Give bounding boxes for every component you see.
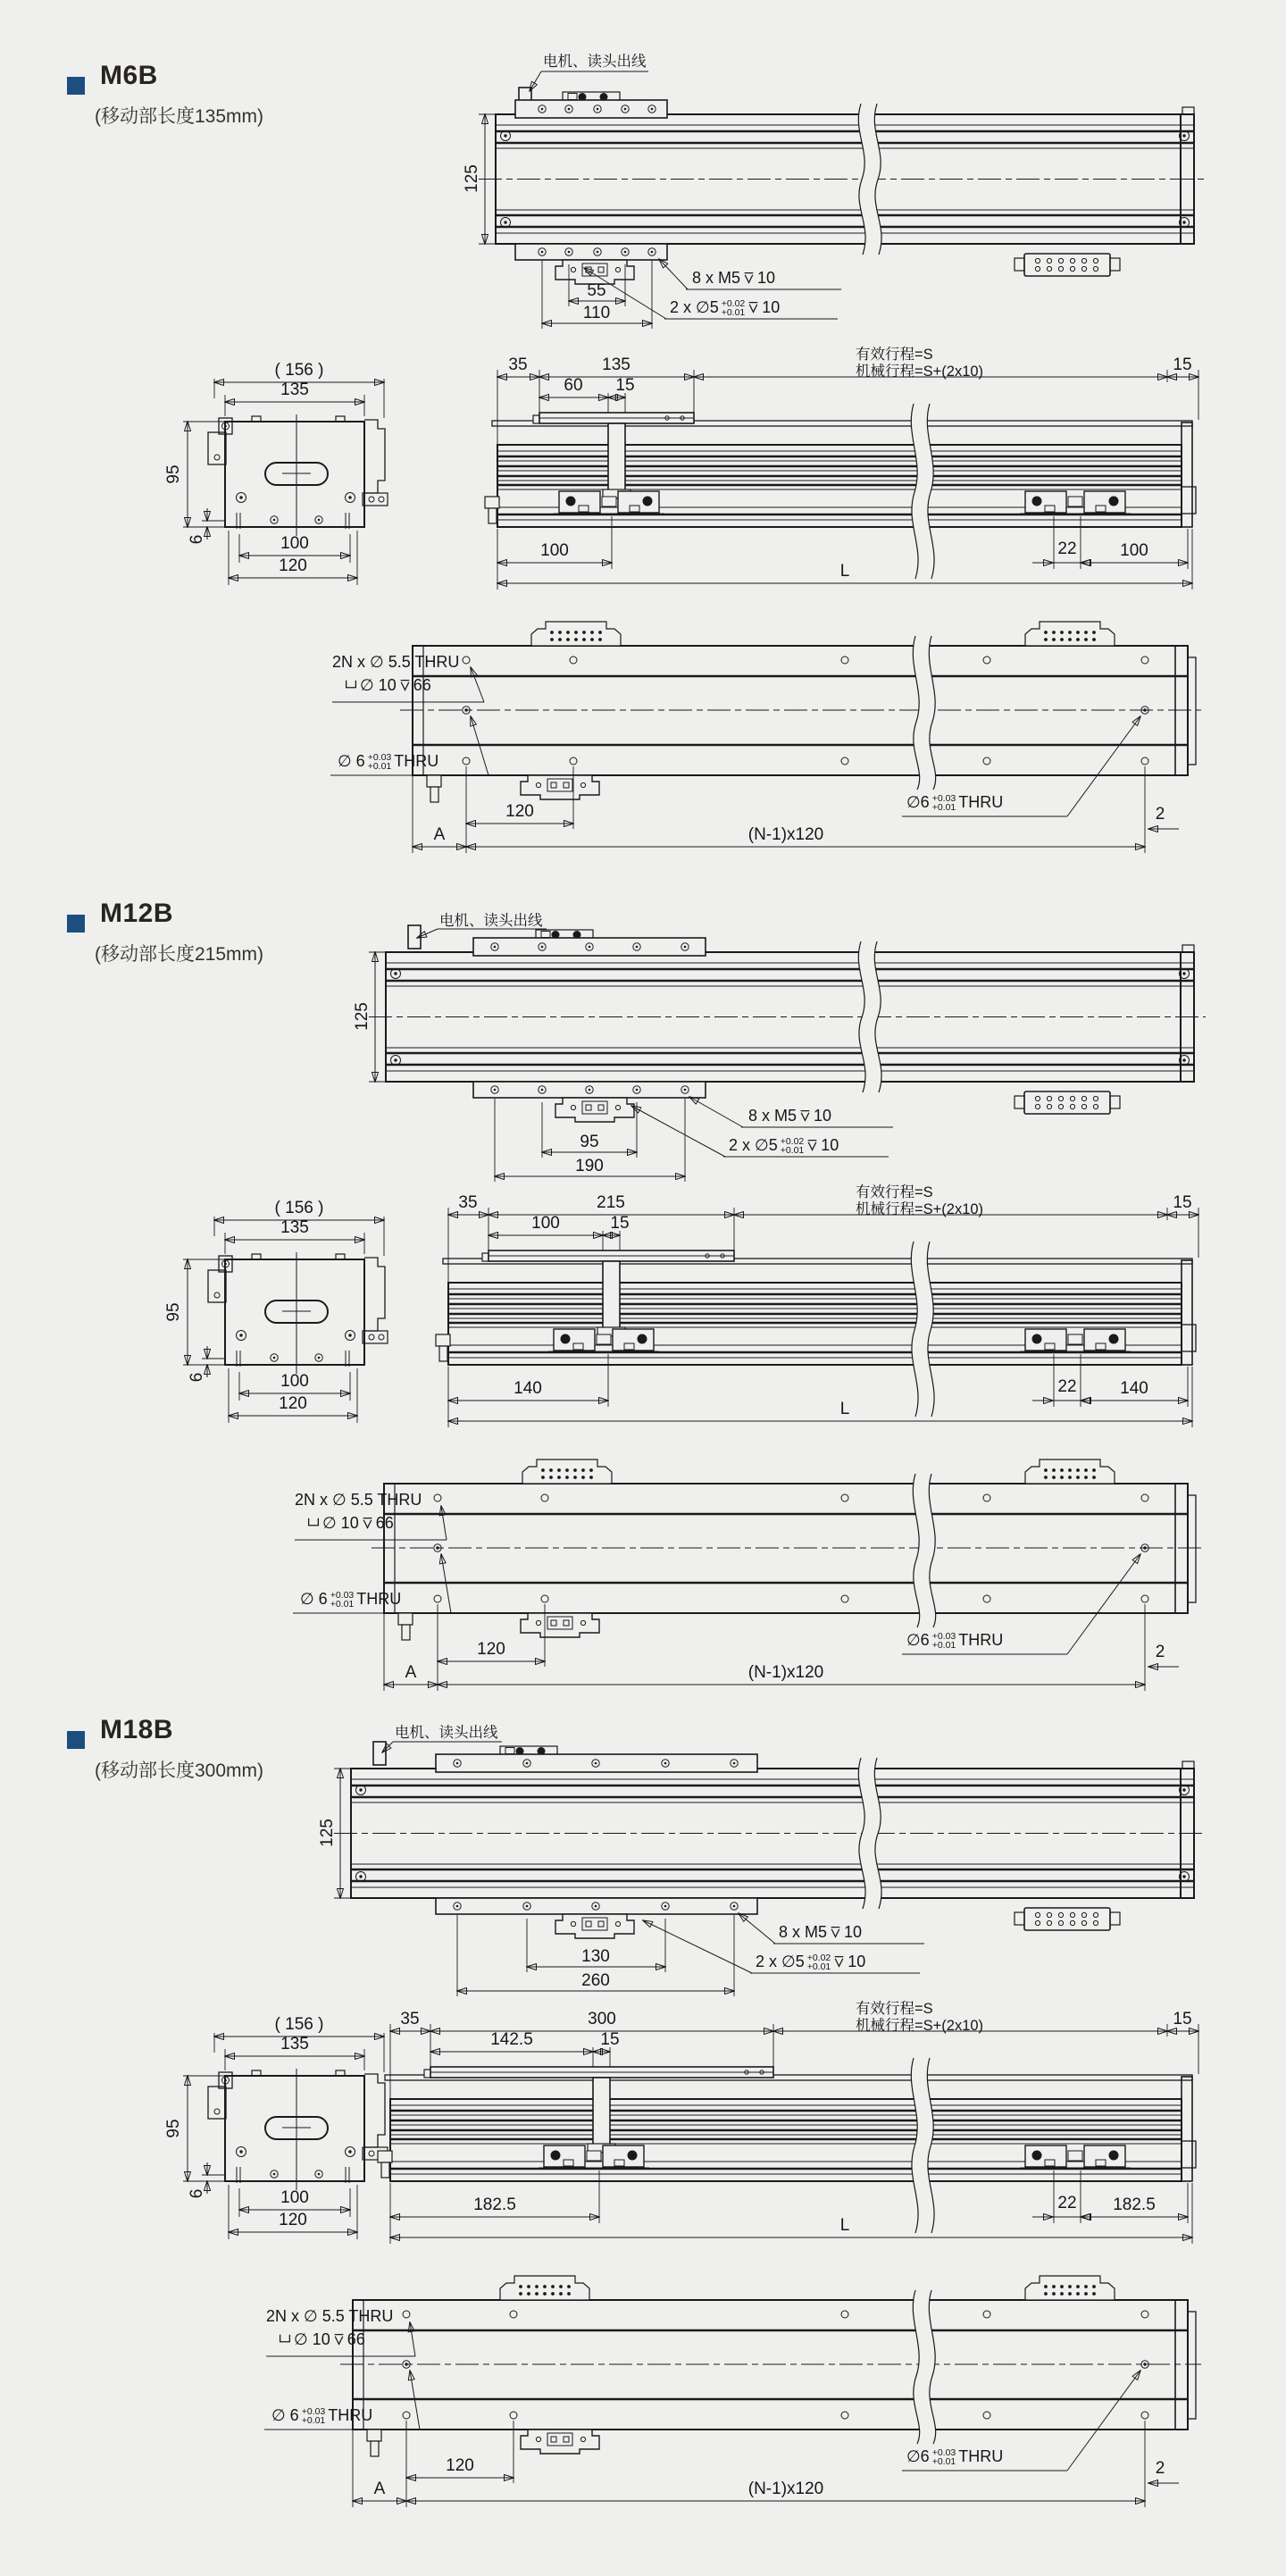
total-length-dim: L [839,562,850,581]
cross-body-dim: 135 [280,381,309,399]
depth-icon [799,1109,811,1122]
table-outer-dim: 110 [582,304,611,322]
section-bullet [67,915,85,933]
side-bottom-right-dim: 140 [1120,1379,1148,1398]
cross-base-dim: 120 [279,556,307,575]
head-width-dim: 15 [600,2030,620,2049]
drawing-m6b [0,0,1286,922]
cross-base-dim: 120 [279,1394,307,1413]
section-subtitle: (移动部长度135mm) [95,106,264,127]
cross-hole-dim: 100 [280,1372,309,1391]
rail-height-dim: 125 [463,164,481,193]
cross-height-dim: 95 [164,1302,183,1322]
counterbore-icon [279,2333,291,2344]
dowel-spec-label: ∅ 6 +0.03 +0.01 THRU [271,2406,373,2426]
section-subtitle: (移动部长度215mm) [95,944,264,965]
cbore-spec-line1: 2N x ∅ 5.5 THRU [266,2307,394,2325]
mechanical-stroke-label: 机械行程=S+(2x10) [856,364,984,380]
side-bottom-left-dim: 140 [514,1379,542,1398]
depth-icon [399,679,411,691]
end-offset-dim: 2 [1155,1643,1165,1661]
section-title: M6B [100,61,158,90]
hole-pattern-dim: (N-1)x120 [747,825,824,844]
thread-spec-text: 8 x M5 [779,1923,828,1941]
rail-height-dim: 125 [353,1002,372,1031]
thread-spec-label [779,1923,862,1942]
cross-edge-dim: 6 [188,2188,206,2199]
cable-outlet-label: 电机、读头出线 [543,54,647,70]
table-outer-dim: 260 [581,1971,610,1990]
thread-depth-text: 10 [757,269,776,287]
edge-ref-dim: A [433,825,446,844]
pin-spec-label [729,1136,839,1155]
pin-tolerance: +0.02 +0.01 [806,1953,831,1972]
cbore-spec-line1: 2N x ∅ 5.5 THRU [295,1491,422,1509]
total-length-dim: L [839,1400,850,1418]
mechanical-stroke-label: 机械行程=S+(2x10) [856,2018,984,2034]
dowel-spec-label: ∅ 6 +0.03 +0.01 THRU [338,752,439,772]
cable-outlet-label: 电机、读头出线 [395,1725,498,1741]
edge-ref-dim: A [405,1663,417,1682]
side-table-dim: 300 [588,2010,616,2028]
dowel-tolerance: +0.03 +0.01 [367,752,392,772]
bottom-view-dimensions [264,2322,1145,2507]
side-table-dim: 135 [602,355,630,374]
total-length-dim: L [839,2216,850,2235]
cross-height-dim: 95 [164,2119,183,2138]
pin-spec-text: 2 x ∅5 [729,1136,778,1154]
pin-tolerance: +0.02 +0.01 [721,298,746,318]
side-right-end-dim: 15 [1173,2010,1192,2028]
section-bullet [67,77,85,95]
edge-ref-dim: A [373,2480,386,2498]
cbore-spec-line1: 2N x ∅ 5.5 THRU [332,653,460,671]
head-width-dim: 15 [615,376,635,395]
depth-icon [743,272,755,284]
section-m18b [0,1654,1286,2576]
dowel-spec-label: ∅ 6 +0.03 +0.01 THRU [300,1590,402,1610]
pin-depth-text: 10 [762,298,781,316]
side-bottom-mid-dim: 22 [1057,539,1077,558]
bottom-view-dimensions [330,667,1145,853]
side-bottom-left-dim: 100 [540,541,569,560]
depth-icon [362,1517,373,1529]
hole-pitch-dim: 120 [505,802,534,821]
cross-base-dim: 120 [279,2211,307,2229]
dowel2-spec-label: ∅6 +0.03 +0.01 THRU [906,1631,1004,1651]
table-inner-dim: 55 [587,281,606,300]
dowel2-tolerance: +0.03 +0.01 [931,793,956,813]
section-title: M18B [100,1715,174,1744]
bottom-view [264,2276,1201,2507]
pin-spec-text: 2 x ∅5 [756,1953,805,1970]
head-offset-dim: 100 [531,1214,560,1233]
side-end-dim: 35 [400,2010,420,2028]
section-m6b [0,0,1286,922]
side-right-end-dim: 15 [1173,355,1192,374]
hole-pitch-dim: 120 [477,1640,505,1659]
cross-section-view [183,379,388,585]
cbore-spec-line2: ∅ 10 66 [345,676,431,695]
depth-icon [747,301,759,314]
dowel2-tolerance: +0.03 +0.01 [931,2447,956,2467]
section-bullet [67,1731,85,1749]
side-view-dimensions [497,370,1192,590]
cross-body-dim: 135 [280,1218,309,1237]
effective-stroke-label: 有效行程=S [856,1184,933,1200]
mechanical-stroke-label: 机械行程=S+(2x10) [856,1201,984,1217]
head-offset-dim: 60 [564,376,583,395]
thread-depth-text: 10 [844,1923,863,1941]
side-bottom-mid-dim: 22 [1057,1377,1077,1396]
end-offset-dim: 2 [1155,805,1165,824]
pin-tolerance: +0.02 +0.01 [780,1136,805,1156]
section-subtitle: (移动部长度300mm) [95,1761,264,1781]
drawing-m18b [0,1654,1286,2576]
table-inner-dim: 130 [581,1947,610,1966]
section-title: M12B [100,899,174,928]
head-offset-dim: 142.5 [490,2030,533,2049]
side-end-dim: 35 [458,1193,478,1212]
table-inner-dim: 95 [580,1133,599,1151]
dowel2-spec-label: ∅6 +0.03 +0.01 THRU [906,793,1004,813]
cross-overall-dim: ( 156 ) [274,1199,324,1217]
bottom-view [330,622,1201,853]
cbore-spec-line2: ∅ 10 66 [307,1514,394,1533]
pin-spec-text: 2 x ∅5 [670,298,719,316]
depth-icon [806,1139,818,1151]
thread-spec-label [692,269,775,288]
pin-spec-label [670,298,780,317]
counterbore-icon [307,1517,320,1527]
cross-hole-dim: 100 [280,2188,309,2207]
thread-spec-label [748,1107,831,1125]
effective-stroke-label: 有效行程=S [856,347,933,363]
depth-icon [333,2333,345,2346]
side-bottom-right-dim: 100 [1120,541,1148,560]
hole-pattern-dim: (N-1)x120 [747,1663,824,1682]
cbore-spec-line2: ∅ 10 66 [279,2330,365,2349]
cross-overall-dim: ( 156 ) [274,2015,324,2034]
dowel-tolerance: +0.03 +0.01 [330,1590,355,1610]
depth-icon [833,1955,845,1968]
side-bottom-right-dim: 182.5 [1113,2195,1156,2214]
side-view [436,1208,1198,1427]
pin-spec-label [756,1953,865,1971]
thread-spec-text: 8 x M5 [748,1107,797,1125]
cable-outlet-label: 电机、读头出线 [439,913,543,929]
cross-section-view [183,2033,388,2239]
thread-spec-text: 8 x M5 [692,269,741,287]
side-view [485,370,1198,590]
side-bottom-mid-dim: 22 [1057,2194,1077,2212]
side-right-end-dim: 15 [1173,1193,1192,1212]
dowel2-tolerance: +0.03 +0.01 [931,1631,956,1651]
side-end-dim: 35 [508,355,528,374]
pin-depth-text: 10 [848,1953,866,1970]
thread-depth-text: 10 [814,1107,832,1125]
side-bottom-left-dim: 182.5 [473,2195,516,2214]
counterbore-icon [345,679,357,690]
head-width-dim: 15 [610,1214,630,1233]
cross-hole-dim: 100 [280,534,309,553]
table-outer-dim: 190 [575,1157,604,1175]
effective-stroke-label: 有效行程=S [856,2001,933,2017]
end-offset-dim: 2 [1155,2459,1165,2478]
section-m12b [0,838,1286,1760]
drawing-m12b [0,838,1286,1760]
hole-pattern-dim: (N-1)x120 [747,2480,824,2498]
cross-edge-dim: 6 [188,534,206,545]
dowel2-spec-label: ∅6 +0.03 +0.01 THRU [906,2447,1004,2467]
side-table-dim: 215 [597,1193,625,1212]
cross-edge-dim: 6 [188,1372,206,1383]
hole-pitch-dim: 120 [446,2456,474,2475]
rail-height-dim: 125 [318,1819,337,1847]
cross-overall-dim: ( 156 ) [274,361,324,380]
pin-depth-text: 10 [821,1136,839,1154]
dowel-tolerance: +0.03 +0.01 [301,2406,326,2426]
cross-section-view [183,1217,388,1423]
cross-height-dim: 95 [164,464,183,484]
cross-body-dim: 135 [280,2035,309,2053]
depth-icon [830,1926,841,1938]
